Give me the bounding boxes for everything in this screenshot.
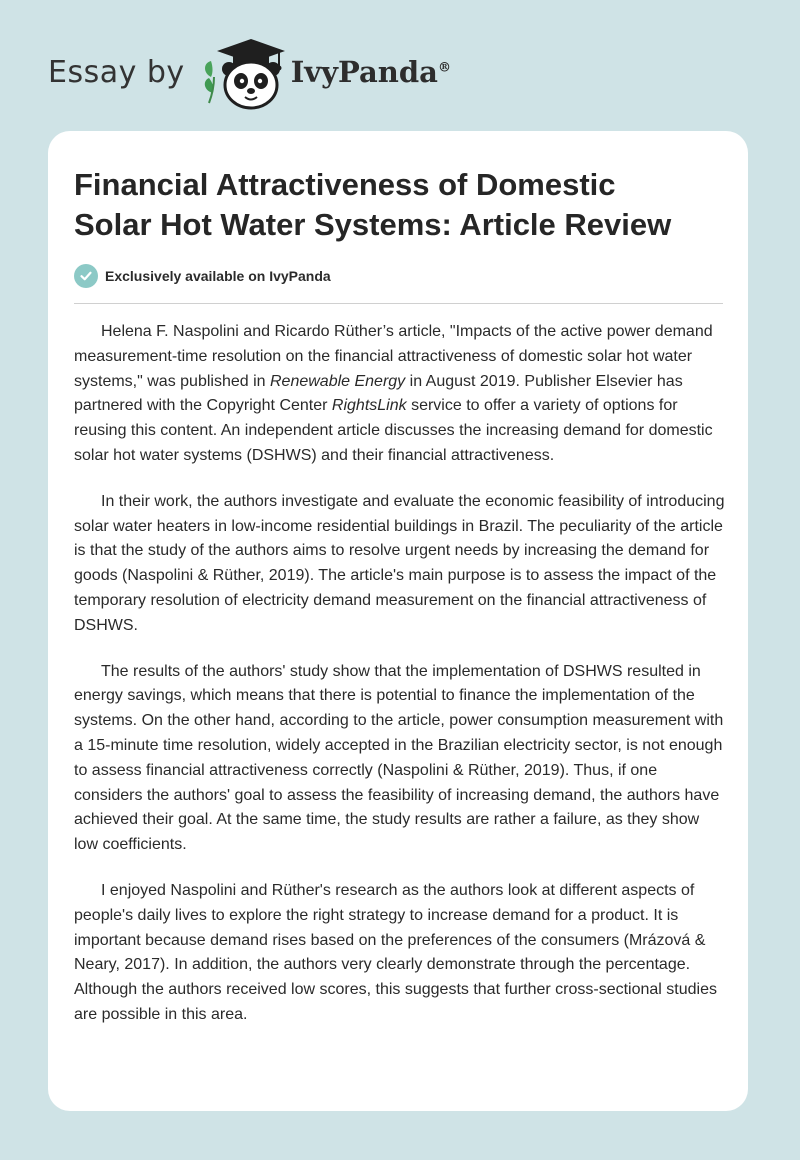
article-title: Financial Attractiveness of Domestic Solar Hot Water Systems: Article Review: [74, 167, 672, 242]
site-header: [48, 32, 451, 112]
article-card: [48, 131, 748, 1111]
ivypanda-wordmark[interactable]: IvyPanda®: [290, 55, 451, 89]
checkmark-icon: [74, 264, 98, 288]
exclusive-badge: [74, 264, 331, 288]
paragraph-2: In their work, the authors investigate and evaluate the economic feasibility of introducing solar water heaters in low-income residential buildings in Brazil. The peculiarity of the article is that the study of the authors aims to resolve urgent needs by increasing the demand for goods (Naspolini & Rüther, 2019). The article's main purpose is to assess the impact of the temporary resolution of electricity demand measurement on the financial attractiveness of DSHWS.: [74, 492, 725, 634]
paragraph-4: I enjoyed Naspolini and Rüther's research as the authors look at different aspects of people's daily lives to explore the right strategy to increase demand for a product. It is important because demand rises based on the preferences of the consumers (Mrázová & Neary, 2017). In addition, the authors very clearly demonstrate through the percentage. Although the authors received low scores, this suggests that further cross-sectional studies are possible in this area.: [74, 881, 717, 1023]
exclusive-badge-label: Exclusively available on IvyPanda: [105, 268, 331, 284]
article-body: [74, 320, 726, 1049]
paragraph-1: Helena F. Naspolini and Ricardo Rüther’s article, "Impacts of the active power demand measurement-time resolution on the financial attractiveness of domestic solar hot water systems," was published in Renewable Energy in August 2019. Publisher Elsevier has partnered with the Copyright Center RightsLink service to offer a variety of options for reusing this content. An independent article discusses the increasing demand for domestic solar hot water systems (DSHWS) and their financial attractiveness.: [74, 323, 713, 464]
ivypanda-logo-icon[interactable]: [199, 33, 289, 111]
essay-by-label: Essay by: [48, 54, 185, 90]
divider: [74, 303, 723, 304]
paragraph-3: The results of the authors' study show that the implementation of DSHWS resulted in energy savings, which means that there is potential to finance the implementation of the systems. On the other hand, according to the article, power consumption measurement with a 15-minute time resolution, widely accepted in the Brazilian electricity sector, is not enough to assess financial attractiveness correctly (Naspolini & Rüther, 2019). Thus, if one considers the authors' goal to assess the feasibility of increasing demand, the authors have achieved their goal. At the same time, the study results are rather a failure, as they show low coefficients.: [74, 662, 724, 854]
